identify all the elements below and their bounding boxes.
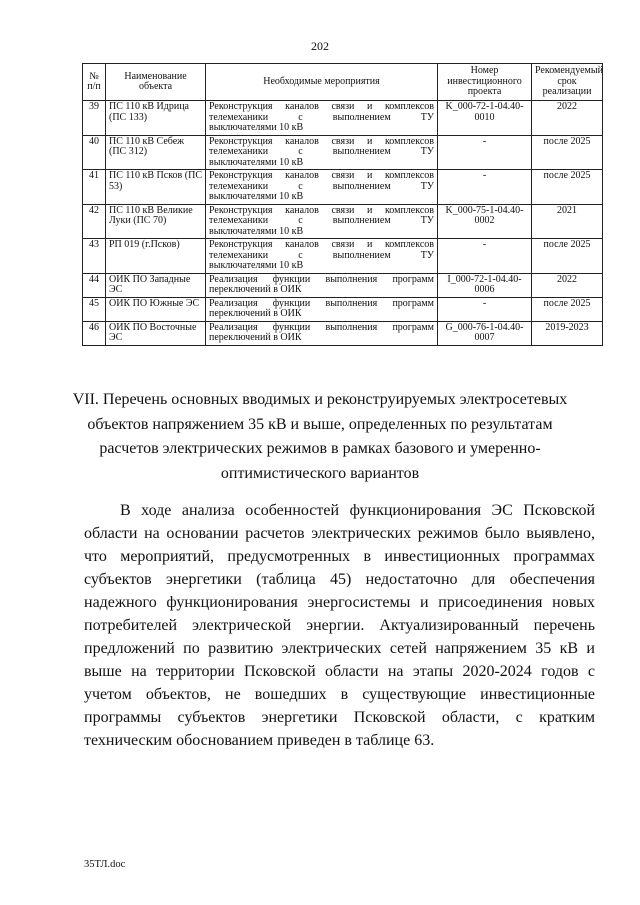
row-measure-text: Реализация функции выполнения программ: [209, 273, 434, 285]
row-project: -: [438, 135, 532, 170]
row-measure: [206, 239, 438, 274]
row-term: после 2025: [532, 170, 603, 205]
row-object: ПС 110 кВ Идрица (ПС 133): [106, 101, 206, 136]
row-measure-text: Реализация функции выполнения программ: [209, 321, 434, 333]
row-num: 40: [83, 135, 106, 170]
row-measure-text: Реализация функции выполнения программ: [209, 297, 434, 309]
row-term: после 2025: [532, 135, 603, 170]
table-row: [83, 273, 603, 297]
section-title: VII. Перечень основных вводимых и реконструируемых электросетевых объектов напряжением 35 кВ и выше, определенных по результатам расчетов электрических режимов в рамках базового и умеренно-оптимистического вариантов: [72, 391, 568, 482]
footer-filename: 35ТЛ.doc: [84, 859, 126, 870]
row-project: -: [438, 239, 532, 274]
row-measure-text: Реконструкция каналов связи и комплексов телемеханики с выполнением ТУ: [209, 204, 434, 226]
row-measure: [206, 170, 438, 205]
row-num: 43: [83, 239, 106, 274]
row-measure: [206, 101, 438, 136]
body-paragraph: В ходе анализа особенностей функционирования ЭС Псковской области на основании расчетов электрических режимов было выявлено, что мероприятий, предусмотренных в инвестиционных программах субъектов энергетики (таблица 45) недостаточно для обеспечения надежного функционирования энергосистемы и присоединения новых потребителей электрической энергии. Актуализированный перечень предложений по развитию электрических сетей напряжением 35 кВ и выше на территории Псковской области на этапы 2020-2024 годов с учетом объектов, не вошедших в существующие инвестиционные программы субъектов энергетики Псковской области, с кратким техническим обоснованием приведен в таблице 63.: [84, 502, 595, 749]
row-measure-last: выключателями 10 кВ: [209, 260, 304, 271]
row-measure-last: переключений в ОИК: [209, 308, 302, 319]
row-measure-last: выключателями 10 кВ: [209, 156, 304, 168]
row-measure: [206, 297, 438, 321]
row-project: G_000-76-1-04.40-0007: [438, 321, 532, 345]
measures-table: [82, 63, 603, 346]
row-num: 39: [83, 101, 106, 136]
row-num: 45: [83, 297, 106, 321]
row-measure: [206, 135, 438, 170]
row-measure-last: выключателями 10 кВ: [209, 225, 304, 237]
row-project: -: [438, 297, 532, 321]
row-object: ПС 110 кВ Великие Луки (ПС 70): [106, 204, 206, 239]
table-row: [83, 170, 603, 205]
row-measure-last: выключателями 10 кВ: [209, 122, 304, 133]
row-term: 2022: [532, 273, 603, 297]
row-measure: [206, 273, 438, 297]
row-measure-last: переключений в ОИК: [209, 332, 302, 343]
table-row: [83, 101, 603, 136]
row-num: 46: [83, 321, 106, 345]
row-measure: [206, 204, 438, 239]
row-term: 2019-2023: [532, 321, 603, 345]
row-measure: [206, 321, 438, 345]
row-project: I_000-72-1-04.40-0006: [438, 273, 532, 297]
header-object: Наименование объекта: [106, 64, 206, 101]
table-row: [83, 135, 603, 170]
row-project: -: [438, 170, 532, 205]
table-header-row: [83, 64, 603, 101]
row-measure-text: Реконструкция каналов связи и комплексов телемеханики с выполнением ТУ: [209, 135, 434, 157]
row-measure-text: Реконструкция каналов связи и комплексов телемеханики с выполнением ТУ: [209, 101, 434, 123]
row-object: ПС 110 кВ Псков (ПС 53): [106, 170, 206, 205]
page-number: 202: [311, 39, 329, 53]
row-term: 2022: [532, 101, 603, 136]
row-measure-last: выключателями 10 кВ: [209, 191, 304, 202]
row-object: ОИК ПО Западные ЭС: [106, 273, 206, 297]
row-term: после 2025: [532, 239, 603, 274]
header-term: Рекомендуемый срок реализации: [532, 64, 603, 101]
header-num: № п/п: [83, 64, 106, 101]
row-num: 44: [83, 273, 106, 297]
row-object: ОИК ПО Восточные ЭС: [106, 321, 206, 345]
header-project: Номер инвестиционного проекта: [438, 64, 532, 101]
row-object: РП 019 (г.Псков): [106, 239, 206, 274]
row-measure-text: Реконструкция каналов связи и комплексов телемеханики с выполнением ТУ: [209, 239, 434, 261]
table-row: [83, 204, 603, 239]
row-num: 42: [83, 204, 106, 239]
row-term: 2021: [532, 204, 603, 239]
row-object: ПС 110 кВ Себеж (ПС 312): [106, 135, 206, 170]
row-term: после 2025: [532, 297, 603, 321]
row-num: 41: [83, 170, 106, 205]
row-project: K_000-72-1-04.40-0010: [438, 101, 532, 136]
header-measures: Необходимые мероприятия: [206, 64, 438, 101]
row-measure-last: переключений в ОИК: [209, 284, 302, 295]
table-row: [83, 321, 603, 345]
table-row: [83, 297, 603, 321]
table-row: [83, 239, 603, 274]
row-object: ОИК ПО Южные ЭС: [106, 297, 206, 321]
row-measure-text: Реконструкция каналов связи и комплексов телемеханики с выполнением ТУ: [209, 170, 434, 192]
row-project: K_000-75-1-04.40-0002: [438, 204, 532, 239]
